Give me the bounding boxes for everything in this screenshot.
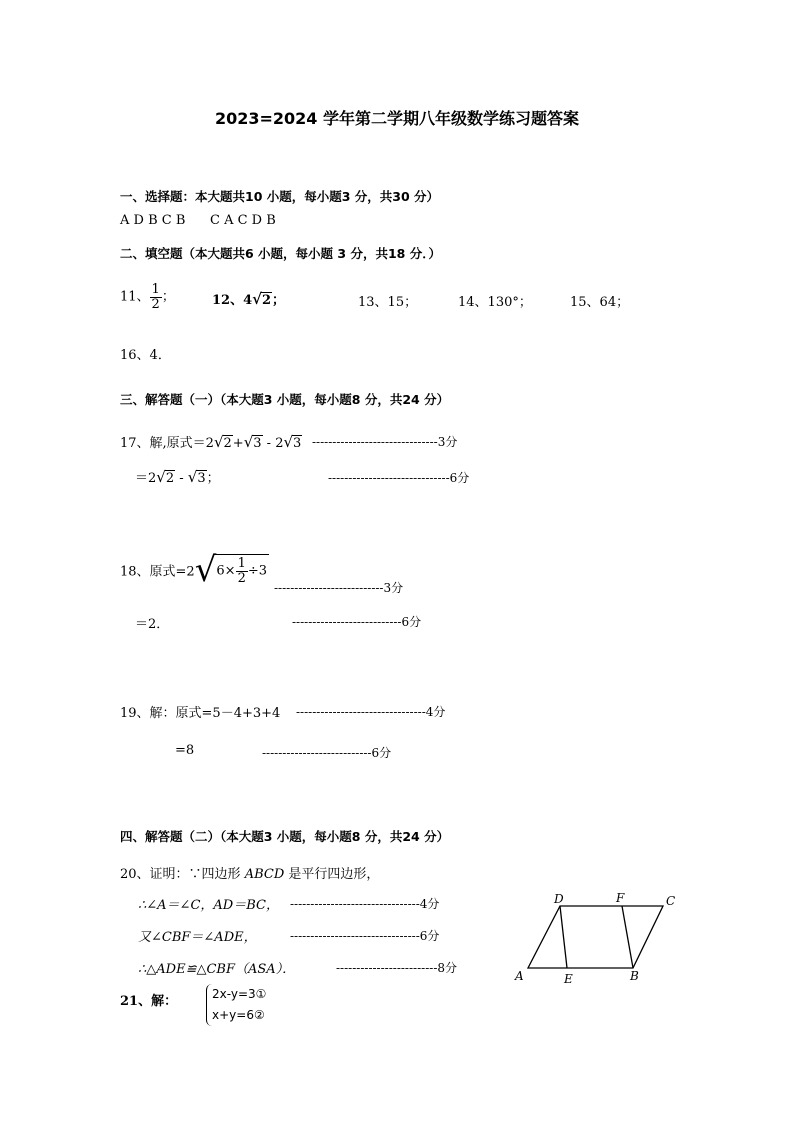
vertex-label-b: B — [630, 969, 639, 983]
equation-system — [206, 984, 266, 1026]
sqrt-sign: √ — [213, 433, 224, 451]
vertex-label-c: C — [666, 894, 676, 908]
section1-heading: 一、选择题：本大题共10 小题，每小题3 分，共30 分） — [120, 189, 440, 204]
operator: ÷ — [247, 564, 259, 579]
radicand-part: 6 — [216, 564, 225, 579]
answer-20-line2: ∴∠A＝∠C，AD＝BC， — [138, 898, 279, 913]
answer-18-prefix: 18、原式=2 — [120, 564, 195, 580]
answer-20-line4: ∴△ADE≌△CBF（ASA）． — [138, 962, 296, 977]
score-marker-18a: ---------------------------3分 — [274, 581, 404, 595]
radicand-fraction — [236, 557, 248, 585]
answer-13: 13、15； — [358, 295, 418, 310]
sqrt-sign: √ — [156, 468, 166, 486]
vertex-label-d: D — [554, 892, 564, 906]
answer-11-end: ； — [161, 289, 175, 305]
score-marker-17a: -------------------------------3分 — [312, 435, 458, 449]
sqrt-sign: √ — [187, 468, 198, 486]
page-title: 2023=2024 学年第二学期八年级数学练习题答案 — [214, 109, 580, 128]
fraction-numerator: 1 — [237, 556, 246, 572]
score-marker-17b: ------------------------------6分 — [328, 471, 470, 485]
choice-answers-6-10: C A C D B — [210, 213, 276, 228]
sqrt-sign: √ — [283, 433, 294, 451]
vertex-label-f: F — [616, 891, 625, 905]
radicand: 3 — [293, 436, 302, 451]
answer-18-line2: ＝2． — [135, 617, 170, 632]
radicand: 2 — [165, 471, 175, 486]
answer-14: 14、130°； — [458, 295, 532, 310]
answer-17-l2-end: ； — [206, 471, 220, 486]
score-marker-18b: ---------------------------6分 — [292, 615, 422, 629]
section4-heading: 四、解答题（二）（本大题3 小题，每小题8 分，共24 分） — [120, 829, 450, 844]
answer-12-end: ； — [272, 293, 286, 308]
answer-17-l2-prefix: ＝2 — [135, 471, 157, 486]
fraction-numerator: 1 — [151, 282, 160, 297]
operator: - — [175, 471, 188, 486]
radicand: 3 — [197, 471, 206, 486]
equation-2: x+y=6② — [212, 1008, 265, 1022]
proof-figure-name: ABCD — [244, 867, 285, 882]
score-marker-19a: --------------------------------4分 — [296, 705, 446, 719]
answer-15: 15、64； — [570, 295, 630, 310]
operator: × — [224, 564, 236, 579]
answer-11-label: 11、 — [120, 289, 150, 305]
radicand: 2 — [262, 293, 272, 308]
radicand-large — [214, 554, 269, 585]
answer-20-line3: 又∠CBF＝∠ADE， — [138, 930, 257, 945]
fraction-denominator: 2 — [151, 296, 160, 312]
proof-text: 20、证明：∵四边形 — [120, 867, 245, 882]
sqrt-sign: √ — [252, 290, 262, 308]
answer-20-line1 — [120, 863, 379, 882]
radicand-part: 3 — [258, 564, 268, 579]
system-brace — [206, 984, 266, 1026]
answer-19-line1: 19、解：原式=5－4+3+4 — [120, 706, 281, 721]
score-marker-19b: ---------------------------6分 — [262, 746, 392, 760]
answer-17-line2 — [135, 467, 220, 486]
section3-heading: 三、解答题（一）（本大题3 小题，每小题8 分，共24 分） — [120, 392, 450, 407]
radicand: 2 — [223, 436, 232, 451]
parallelogram-figure — [510, 888, 690, 988]
answer-21-label: 21、解： — [120, 994, 178, 1009]
segment-de — [560, 906, 567, 968]
answer-12-label: 12、4 — [212, 293, 253, 308]
score-marker-20c: -------------------------8分 — [336, 961, 458, 975]
answer-18-line1 — [120, 550, 269, 590]
section2-heading: 二、填空题（本大题共6 小题，每小题 3 分，共18 分．） — [120, 246, 441, 261]
answer-11 — [120, 283, 175, 311]
score-marker-20a: --------------------------------4分 — [290, 897, 440, 911]
answer-19-line2: =8 — [175, 743, 195, 758]
equation-1: 2x-y=3① — [212, 987, 267, 1001]
answer-16: 16、4． — [120, 348, 171, 363]
sqrt-sign-large: √ — [194, 550, 217, 590]
fraction-denominator: 2 — [237, 571, 246, 586]
radicand: 3 — [253, 436, 262, 451]
segment-fb — [622, 906, 633, 968]
answer-17-line1 — [120, 432, 302, 451]
vertex-label-e: E — [564, 972, 573, 986]
choice-answers-1-5: A D B C B — [120, 213, 186, 228]
sqrt-sign: √ — [243, 433, 254, 451]
answer-11-fraction — [150, 283, 162, 311]
vertex-label-a: A — [515, 969, 524, 983]
operator: - 2 — [262, 436, 284, 451]
proof-text: 是平行四边形， — [284, 867, 380, 882]
score-marker-20b: --------------------------------6分 — [290, 929, 440, 943]
answer-17-prefix: 17、解,原式＝2 — [120, 436, 214, 451]
answer-12 — [212, 289, 285, 308]
operator: + — [232, 436, 244, 451]
parallelogram-outline — [528, 906, 663, 968]
